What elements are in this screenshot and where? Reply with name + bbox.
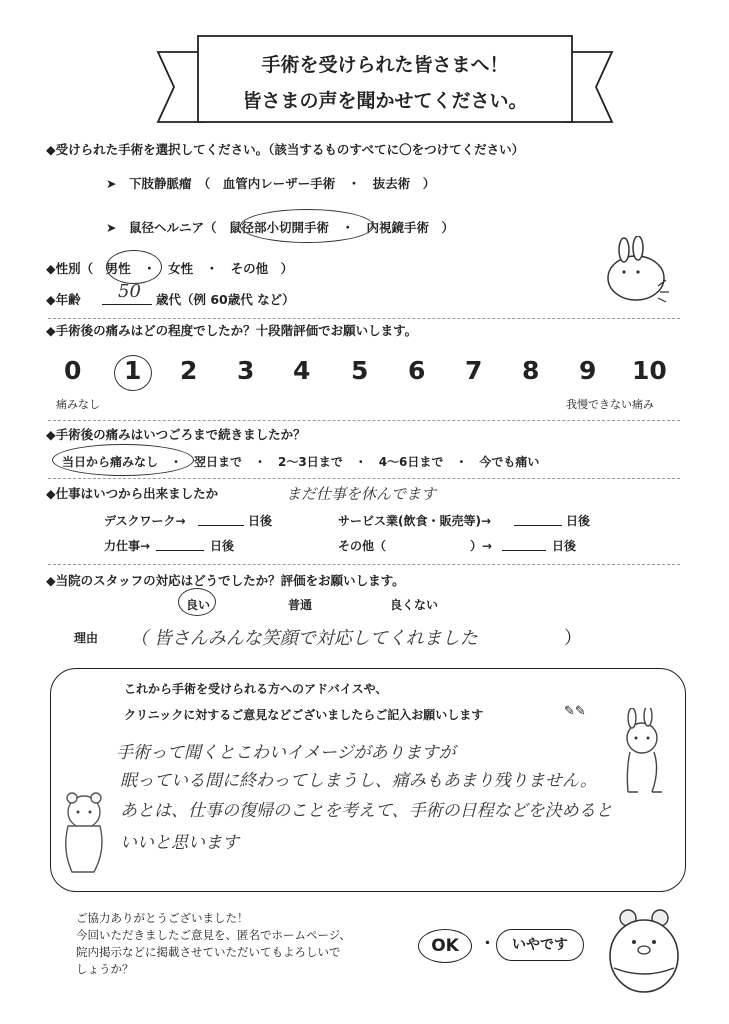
pain-scale-2[interactable]: 2 (180, 356, 198, 385)
advice-header-line2: クリニックに対するご意見などございましたらご記入お願いします (124, 708, 484, 722)
advice-line3[interactable]: あとは、仕事の復帰のことを考えて、手術の日程などを決めると (120, 801, 613, 821)
work-handwritten-note: まだ仕事を休んでます (286, 485, 437, 503)
work-physical-label: 力仕事→ (104, 539, 151, 553)
bear-mascot-icon (604, 906, 684, 998)
work-service-blank[interactable] (514, 510, 562, 526)
selection-circle (52, 444, 194, 476)
advice-line1[interactable]: 手術って聞くとこわいイメージがありますが (116, 743, 456, 763)
section-divider (48, 478, 680, 479)
advice-line4[interactable]: いいと思います (120, 833, 239, 853)
pain-scale-4[interactable]: 4 (293, 356, 311, 385)
work-desk-blank[interactable] (198, 510, 244, 526)
selection-circle (240, 209, 374, 243)
work-service-label: サービス業(飲食・販売等)→ (338, 514, 492, 528)
pain-scale-8[interactable]: 8 (522, 356, 540, 385)
q1-question: ◆受けられた手術を選択してください。（該当するものすべてに〇をつけてください） (46, 142, 525, 157)
pain-scale-5[interactable]: 5 (351, 356, 369, 385)
selection-circle (178, 588, 216, 616)
section-divider (48, 318, 680, 319)
footer-line1: ご協力ありがとうございました！ (76, 911, 249, 925)
title-banner (150, 30, 620, 140)
staff-option-good[interactable]: 良い (186, 598, 211, 612)
rabbit-illustration-icon (596, 236, 676, 306)
rabbit-walking-icon (608, 708, 678, 800)
q1-option-varicose[interactable]: ➤ 下肢静脈瘤 （ 血管内レーザー手術 ・ 抜去術 ） (106, 176, 436, 191)
pain-scale-0[interactable]: 0 (64, 356, 82, 385)
pain-scale-3[interactable]: 3 (237, 356, 255, 385)
pain-scale-9[interactable]: 9 (579, 356, 597, 385)
pain-low-label: 痛みなし (56, 398, 100, 411)
pencil-icon: ✎✎ (564, 704, 586, 719)
work-question: ◆仕事はいつから出来ましたか (46, 486, 219, 501)
age-underline (102, 304, 152, 305)
bear-illustration-icon (54, 790, 118, 882)
age-value[interactable]: 50 (118, 281, 141, 302)
pain-level-question: ◆手術後の痛みはどの程度でしたか？十段階評価でお願いします。 (46, 323, 418, 338)
advice-header-line1: これから手術を受けられる方へのアドバイスや、 (124, 682, 388, 696)
staff-option-bad[interactable]: 良くない (390, 598, 439, 612)
consent-separator-dot: ・ (480, 934, 496, 952)
pain-scale-1[interactable]: 1 (124, 356, 142, 385)
pain-high-label: 我慢できない痛み (566, 398, 654, 411)
footer-line4: しょうか？ (76, 962, 134, 976)
work-other-suffix: 日後 (552, 539, 577, 553)
reason-close-paren: ） (564, 628, 582, 649)
work-physical-suffix: 日後 (210, 539, 235, 553)
consent-ok-button[interactable]: OK (418, 929, 472, 963)
section-divider (48, 564, 680, 565)
work-other-label: その他（ ）→ (338, 539, 493, 553)
footer-line2: 今回いただきましたご意見を、匿名でホームページ、 (76, 928, 351, 942)
pain-duration-question: ◆手術後の痛みはいつごろまで続きましたか？ (46, 427, 306, 442)
q1-option-hernia[interactable]: ➤ 鼠径ヘルニア（ 鼠径部小切開手術 ・ 内視鏡手術 ） (106, 220, 454, 235)
section-divider (48, 420, 680, 421)
selection-circle (106, 250, 162, 284)
selection-circle (114, 355, 152, 391)
gender-question[interactable]: ◆性別（ 男性 ・ 女性 ・ その他 ） (46, 261, 294, 276)
age-suffix: 歳代（例 60歳代 など） (156, 292, 295, 307)
reason-text[interactable]: （ 皆さんみんな笑顔で対応してくれました (130, 628, 478, 649)
staff-option-normal[interactable]: 普通 (288, 598, 313, 612)
staff-question: ◆当院のスタッフの対応はどうでしたか？評価をお願いします。 (46, 573, 405, 588)
title-line2: 皆さまの声を聞かせてください。 (242, 90, 528, 112)
pain-scale-7[interactable]: 7 (465, 356, 483, 385)
work-desk-label: デスクワーク→ (104, 514, 186, 528)
work-desk-suffix: 日後 (248, 514, 273, 528)
work-other-blank[interactable] (502, 535, 546, 551)
age-label: ◆年齢 (46, 292, 81, 307)
reason-label: 理由 (74, 631, 99, 645)
work-physical-blank[interactable] (156, 535, 204, 551)
work-service-suffix: 日後 (566, 514, 591, 528)
pain-duration-options[interactable]: 当日から痛みなし ・ 翌日まで ・ 2〜3日まで ・ 4〜6日まで ・ 今でも痛い (62, 455, 540, 469)
consent-no-button[interactable]: いやです (496, 929, 584, 961)
advice-line2[interactable]: 眠っている間に終わってしまうし、痛みもあまり残りません。 (120, 771, 597, 791)
title-line1: 手術を受けられた皆さまへ！ (261, 54, 509, 76)
pain-scale-10[interactable]: 10 (632, 356, 667, 385)
pain-scale-6[interactable]: 6 (408, 356, 426, 385)
footer-line3: 院内掲示などに掲載させていただいてもよろしいで (76, 945, 341, 959)
